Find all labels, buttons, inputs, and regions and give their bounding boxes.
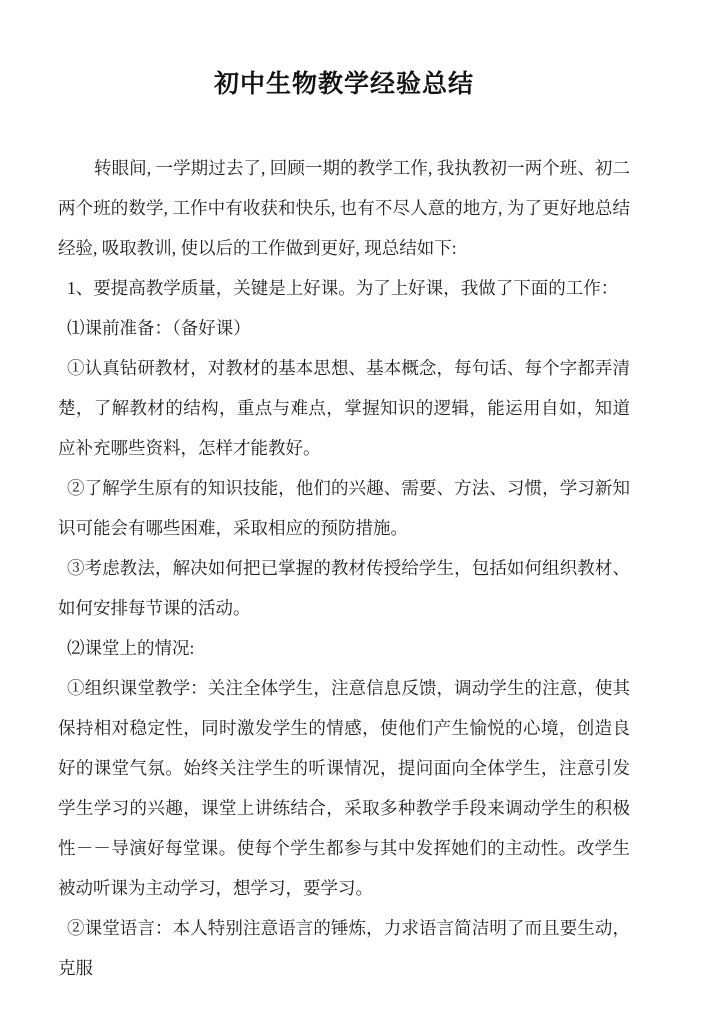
paragraph-item-1-1: ⑴课前准备：（备好课） bbox=[67, 318, 251, 338]
paragraph-item-1-1-a: ①认真钻研教材，对教材的基本思想、基本概念，每句话、每个字都弄清楚，了解教材的结构，重点与难点，掌握知识的逻辑，能运用自如，知道应补充哪些资料，怎样才能教好。 bbox=[58, 358, 630, 458]
paragraph-item-1-1-b: ②了解学生原有的知识技能，他们的兴趣、需要、方法、习惯，学习新知识可能会有哪些困难，采取相应的预防措施。 bbox=[58, 478, 630, 538]
paragraph-item-1-2-a: ①组织课堂教学：关注全体学生，注意信息反馈，调动学生的注意，使其保持相对稳定性，同时激发学生的情感，使他们产生愉悦的心境，创造良好的课堂气氛。始终关注学生的听课情况，提问面向全体学生，注意引发学生学习的兴趣，课堂上讲练结合，采取多种教学手段来调动学生的积极性－－导演好每堂课。使每个学生都参与其中发挥她们的主动性。改学生被动听课为主动学习，想学习，要学习。 bbox=[58, 678, 630, 898]
title-spacer bbox=[58, 102, 630, 148]
paragraph-intro: 转眼间, 一学期过去了, 回顾一期的教学工作, 我执教初一两个班、初二两个班的数学, 工作中有收获和快乐, 也有不尽人意的地方, 为了更好地总结经验, 吸取教训, 使以后的工作做到更好, 现总结如下: bbox=[58, 158, 630, 258]
paragraph-item-1-2: ⑵课堂上的情况: bbox=[67, 638, 195, 658]
paragraph-item-1-2-b: ②课堂语言：本人特别注意语言的锤炼，力求语言简洁明了而且要生动，克服 bbox=[58, 918, 630, 978]
paragraph-section-1: 1、要提高教学质量，关键是上好课。为了上好课，我做了下面的工作： bbox=[67, 278, 619, 298]
paragraph-item-1-1-c: ③考虑教法，解决如何把已掌握的教材传授给学生，包括如何组织教材、如何安排每节课的活动。 bbox=[58, 558, 630, 618]
page-title: 初中生物教学经验总结 bbox=[213, 71, 474, 98]
document-body bbox=[58, 68, 630, 988]
